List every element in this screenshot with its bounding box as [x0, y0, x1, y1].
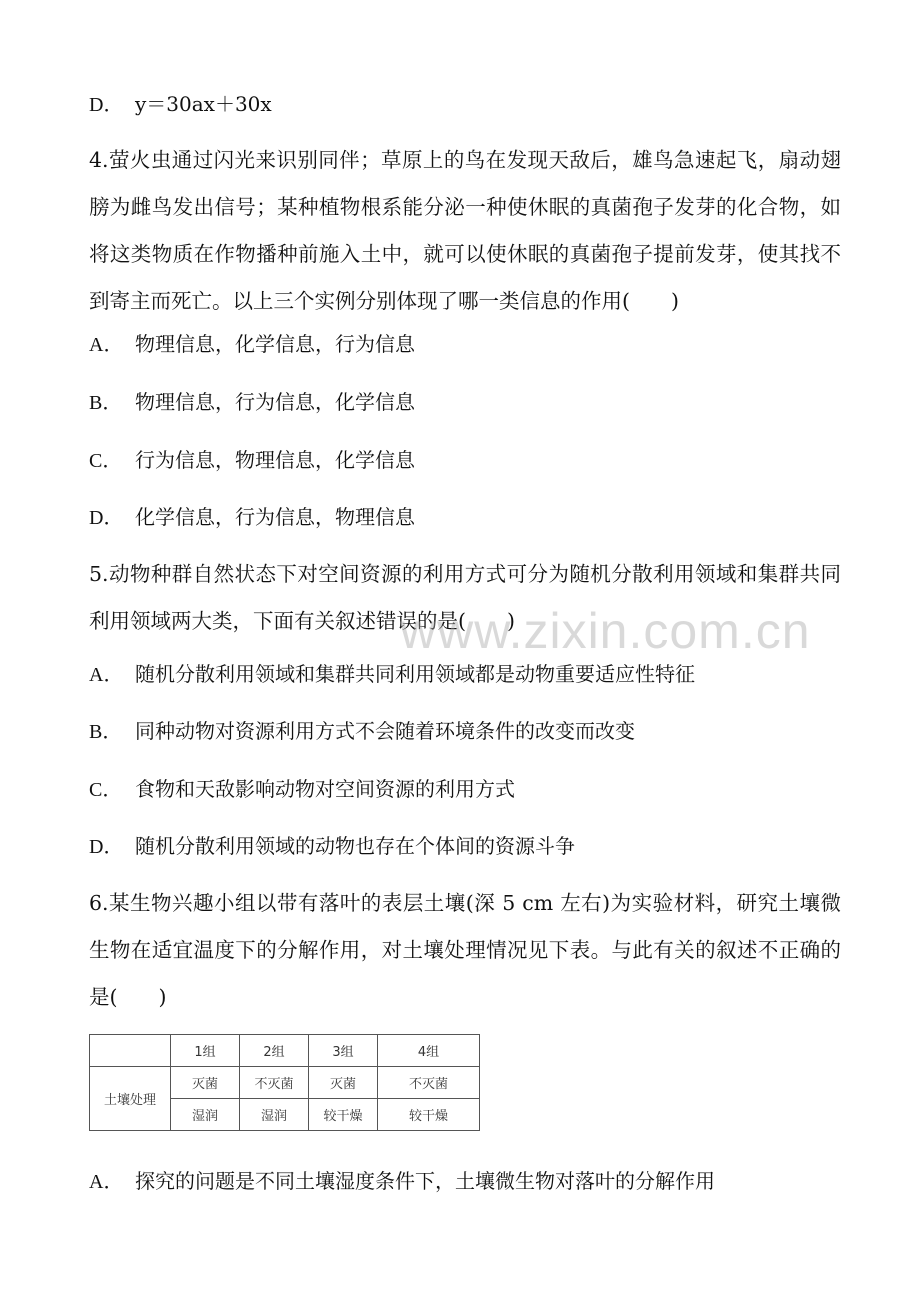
option-letter: A．: [89, 334, 124, 356]
option-letter: D．: [89, 94, 124, 116]
option-text: 同种动物对资源利用方式不会随着环境条件的改变而改变: [135, 719, 635, 743]
table-cell: 湿润: [240, 1099, 309, 1131]
q5-option-d: [89, 832, 575, 861]
option-text: 探究的问题是不同土壤湿度条件下，土壤微生物对落叶的分解作用: [135, 1169, 715, 1193]
q6-stem: 6.某生物兴趣小组以带有落叶的表层土壤(深 5 cm 左右)为实验材料，研究土壤微生物在适宜温度下的分解作用，对土壤处理情况见下表。与此有关的叙述不正确的是( ): [89, 891, 841, 1009]
option-letter: B．: [89, 392, 123, 414]
option-letter: D．: [89, 507, 124, 529]
table-cell: 不灭菌: [240, 1067, 309, 1099]
table-header-cell: 1组: [171, 1035, 240, 1067]
q4-option-d: [89, 503, 415, 532]
q4-option-c: [89, 446, 415, 475]
q5-option-b: [89, 717, 635, 746]
option-letter: A．: [89, 664, 124, 686]
option-text: 物理信息，行为信息，化学信息: [135, 390, 415, 414]
table-cell: 较干燥: [309, 1099, 378, 1131]
option-text: 化学信息，行为信息，物理信息: [135, 505, 415, 529]
q3-option-d: [89, 90, 272, 119]
table-header-cell: [90, 1035, 171, 1067]
option-letter: C．: [89, 450, 123, 472]
option-text: y＝30ax＋30x: [135, 92, 272, 116]
q4-option-a: [89, 330, 415, 359]
watermark: www.zixin.com.cn: [400, 603, 811, 659]
table-header-row: [90, 1035, 480, 1067]
option-text: 食物和天敌影响动物对空间资源的利用方式: [135, 777, 515, 801]
option-text: 物理信息，化学信息，行为信息: [135, 332, 415, 356]
q5-stem: 5.动物种群自然状态下对空间资源的利用方式可分为随机分散利用领域和集群共同利用领域两大类，下面有关叙述错误的是( ): [89, 562, 841, 633]
option-text: 随机分散利用领域和集群共同利用领域都是动物重要适应性特征: [135, 662, 695, 686]
option-letter: B．: [89, 721, 123, 743]
q5-option-c: [89, 775, 515, 804]
table-cell: 不灭菌: [378, 1067, 480, 1099]
option-letter: A．: [89, 1171, 124, 1193]
table-cell: 较干燥: [378, 1099, 480, 1131]
table-header-cell: 2组: [240, 1035, 309, 1067]
q5-option-a: [89, 660, 695, 689]
option-text: 行为信息，物理信息，化学信息: [135, 448, 415, 472]
table-row-label: 土壤处理: [90, 1067, 171, 1131]
q4-stem: 4.萤火虫通过闪光来识别同伴；草原上的鸟在发现天敌后，雄鸟急速起飞，扇动翅膀为雌鸟发出信号；某种植物根系能分泌一种使休眠的真菌孢子发芽的化合物，如将这类物质在作物播种前施入土中，就可以使休眠的真菌孢子提前发芽，使其找不到寄主而死亡。以上三个实例分别体现了哪一类信息的作用( ): [89, 148, 841, 313]
q6-option-a: [89, 1167, 715, 1196]
table-cell: 灭菌: [171, 1067, 240, 1099]
table-cell: 灭菌: [309, 1067, 378, 1099]
option-text: 随机分散利用领域的动物也存在个体间的资源斗争: [135, 834, 575, 858]
table-row: [90, 1067, 480, 1099]
q4-option-b: [89, 388, 415, 417]
soil-treatment-table: [89, 1034, 480, 1131]
table-header-cell: 4组: [378, 1035, 480, 1067]
option-letter: C．: [89, 779, 123, 801]
option-letter: D．: [89, 836, 124, 858]
table-cell: 湿润: [171, 1099, 240, 1131]
table-header-cell: 3组: [309, 1035, 378, 1067]
